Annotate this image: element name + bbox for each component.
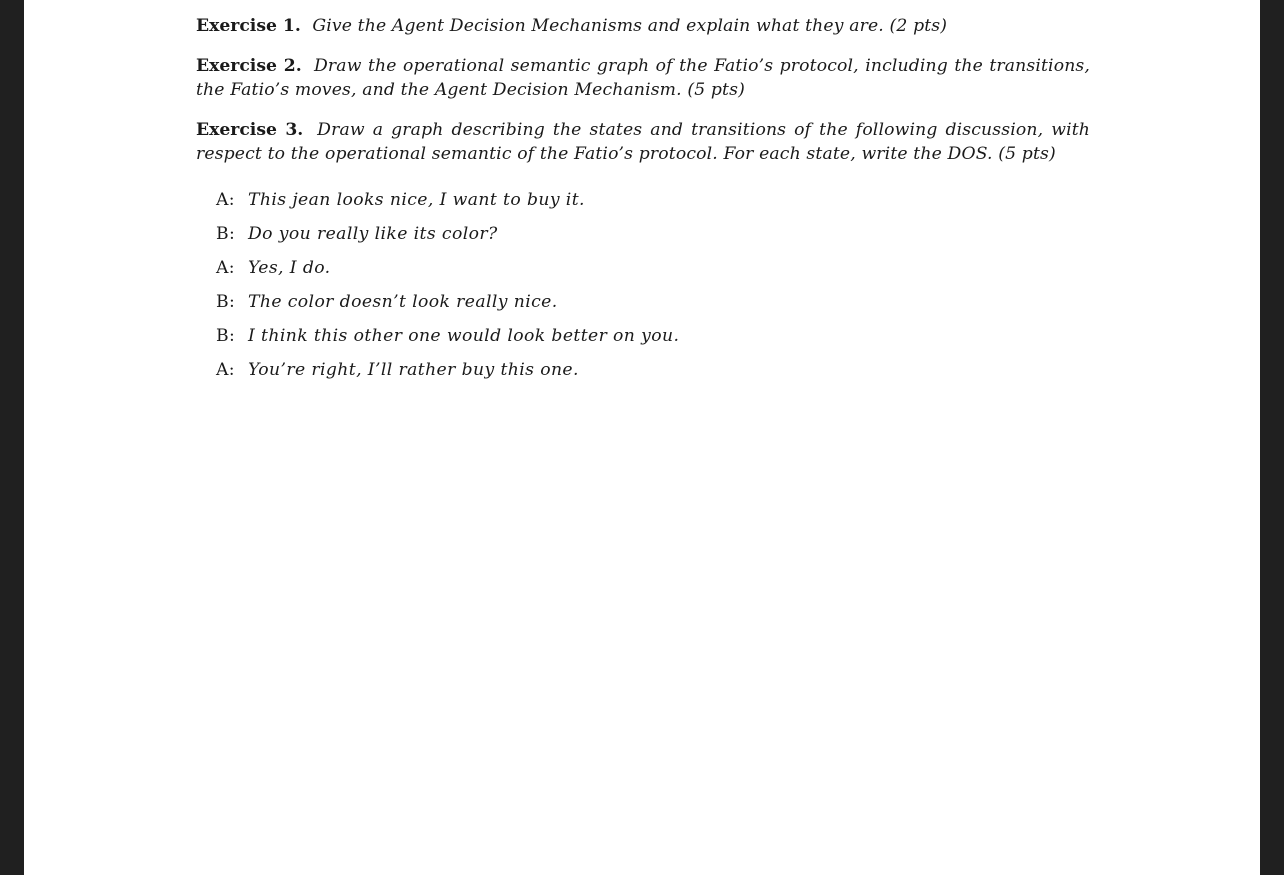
exercise-1-label: Exercise 1. (196, 16, 301, 36)
dialogue-line (216, 188, 1090, 222)
dialogue-text: Do you really like its color? (248, 224, 498, 244)
dialogue-line (216, 324, 1090, 358)
exercise-2-label: Exercise 2. (196, 56, 302, 76)
document-page[interactable] (24, 0, 1260, 875)
dialogue-text: This jean looks nice, I want to buy it. (248, 190, 585, 210)
speaker-label: A: (216, 190, 236, 210)
exercise-1-text: Give the Agent Decision Mechanisms and explain what they are. (2 pts) (312, 16, 948, 36)
dialogue-line (216, 358, 1090, 392)
speaker-label: B: (216, 224, 236, 244)
dialogue-text: The color doesn’t look really nice. (248, 292, 558, 312)
dialogue-text: I think this other one would look better on you. (248, 326, 680, 346)
speaker-label: A: (216, 258, 236, 278)
exercise-3-label: Exercise 3. (196, 120, 304, 140)
dialogue-line (216, 256, 1090, 290)
dialogue-list (216, 188, 1090, 392)
speaker-label: B: (216, 326, 236, 346)
exercise-1 (196, 14, 1090, 38)
dialogue-line (216, 290, 1090, 324)
exercise-2 (196, 54, 1090, 102)
dialogue-text: Yes, I do. (248, 258, 331, 278)
speaker-label: A: (216, 360, 236, 380)
dialogue-text: You’re right, I’ll rather buy this one. (248, 360, 579, 380)
dialogue-line (216, 222, 1090, 256)
speaker-label: B: (216, 292, 236, 312)
exercise-2-text: Draw the operational semantic graph of the Fatio’s protocol, including the transitions, the Fatio’s moves, and the Agent Decision Mechanism. (5 pts) (196, 56, 1091, 100)
exercise-3 (196, 118, 1090, 166)
exercise-3-text: Draw a graph describing the states and transitions of the following discussion, with respect to the operational semantic of the Fatio’s protocol. For each state, write the DOS. (5 pts) (196, 120, 1090, 164)
page-content (196, 14, 1090, 392)
